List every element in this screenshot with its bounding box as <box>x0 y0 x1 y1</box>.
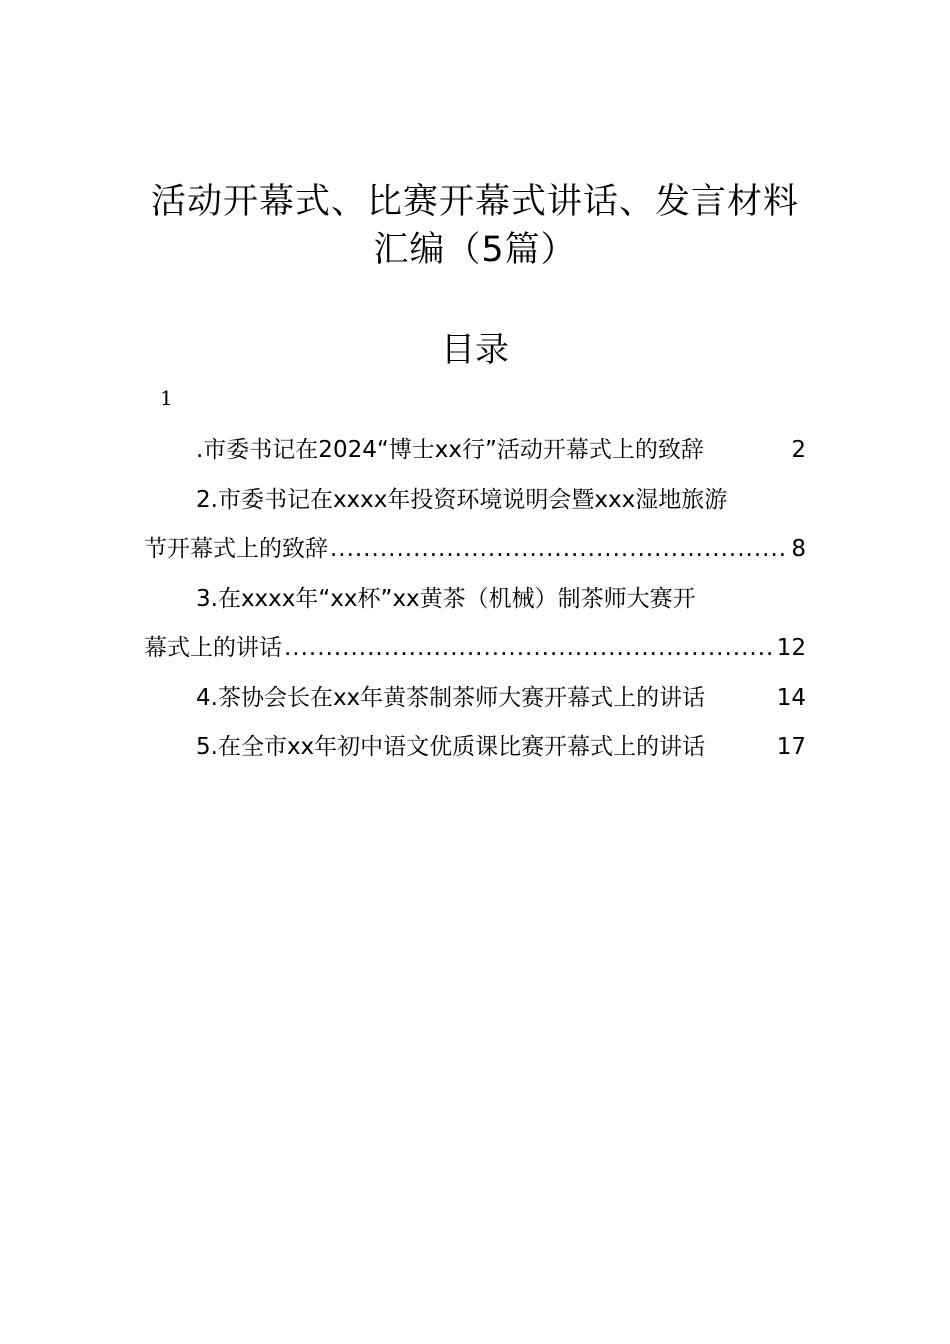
page-marker: 1 <box>160 386 173 410</box>
toc-entry-title-continued: 节开幕式上的致辞 <box>144 536 328 562</box>
document-title-line-2: 汇编（5篇） <box>373 230 577 270</box>
toc-entry-5[interactable] <box>196 731 806 763</box>
toc-entry-4[interactable] <box>196 682 806 714</box>
toc-entry-title-continued: 幕式上的讲话 <box>144 635 282 661</box>
toc-entry-page: 14 <box>776 685 806 711</box>
toc-entry-1[interactable] <box>196 434 806 466</box>
toc-entry-3-continuation[interactable] <box>144 632 806 664</box>
toc-entry-page: 8 <box>791 536 806 562</box>
toc-heading: 目录 <box>441 330 509 370</box>
toc-entry-title: 4.茶协会长在xx年黄茶制茶师大赛开幕式上的讲话 <box>196 685 706 711</box>
toc-entry-title: 3.在xxxx年“xx杯”xx黄茶（机械）制茶师大赛开 <box>196 586 696 612</box>
toc-entry-2[interactable] <box>196 484 806 516</box>
dot-leader <box>330 533 789 565</box>
dot-leader <box>284 632 775 664</box>
toc-entry-2-continuation[interactable] <box>144 533 806 565</box>
toc-entry-title: 2.市委书记在xxxx年投资环境说明会暨xxx湿地旅游 <box>196 487 728 513</box>
toc-entry-title: 5.在全市xx年初中语文优质课比赛开幕式上的讲话 <box>196 734 706 760</box>
toc-entry-page: 12 <box>776 635 806 661</box>
toc-entry-page: 17 <box>776 734 806 760</box>
toc-entry-3[interactable] <box>196 583 806 615</box>
document-title-line-1: 活动开幕式、比赛开幕式讲话、发言材料 <box>150 182 799 222</box>
toc-entry-page: 2 <box>791 437 806 463</box>
toc-entry-title: .市委书记在2024“博士xx行”活动开幕式上的致辞 <box>196 437 704 463</box>
